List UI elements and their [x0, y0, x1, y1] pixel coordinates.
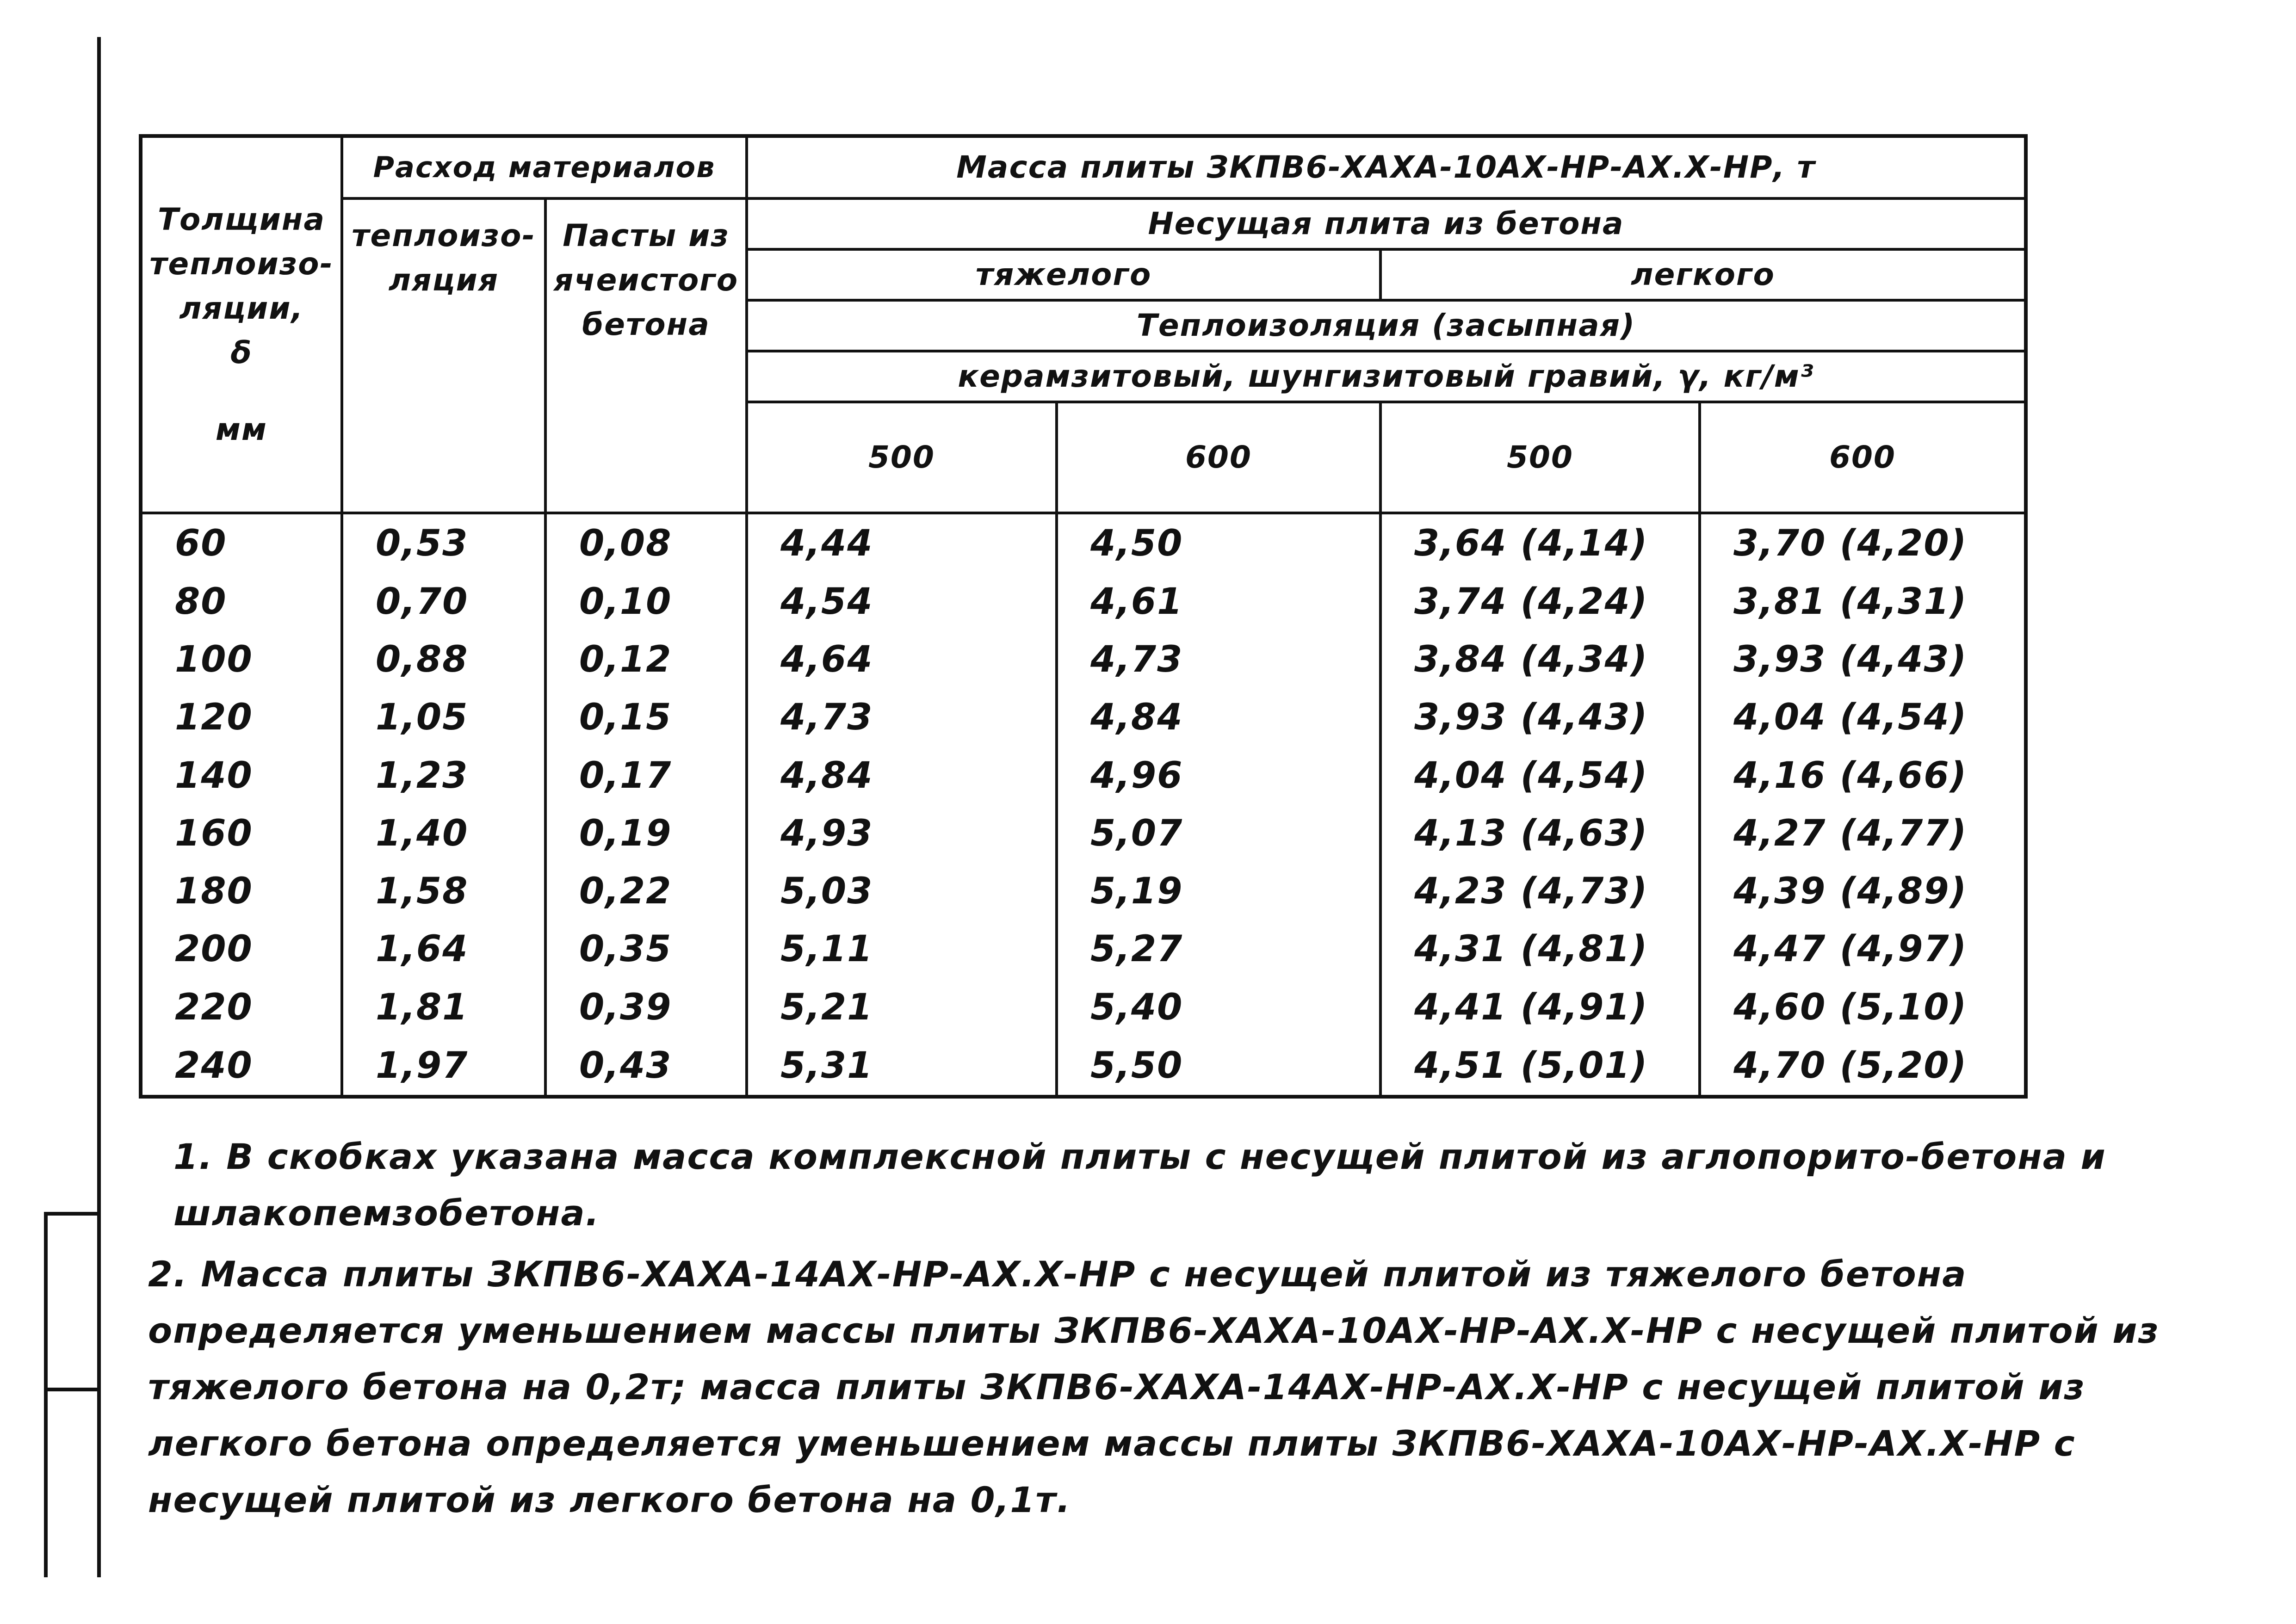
cell-light-500: 4,51 (5,01): [1380, 1036, 1700, 1097]
cell-heavy-500: 5,21: [747, 978, 1057, 1036]
cell-insulation: 1,58: [342, 862, 545, 920]
cell-heavy-500: 5,31: [747, 1036, 1057, 1097]
note-2: 2. Масса плиты ЗКПВ6-ХАХА-14АХ-НР-АХ.Х-НР с несущей плитой из тяжелого бетона определяется уменьшением массы плиты ЗКПВ6-ХАХА-10АХ-НР-АХ.Х-НР с несущей плитой из тяжелого бетона на 0,2т; масса плиты ЗКПВ6-ХАХА-14АХ-НР-АХ.Х-НР с несущей плитой из легкого бетона определяется уменьшением массы плиты ЗКПВ6-ХАХА-10АХ-НР-АХ.Х-НР с несущей плитой из легкого бетона на 0,1т.: [148, 1254, 2160, 1520]
header-consumption: Расход материалов: [342, 136, 747, 198]
cell-cushion: 0,08: [545, 513, 747, 573]
cell-thickness: 180: [141, 862, 342, 920]
header-gravel: керамзитовый, шунгизитовый гравий, γ, кг/м³: [747, 351, 2026, 402]
cell-light-500: 4,13 (4,63): [1380, 804, 1700, 862]
table-row: [141, 920, 2026, 978]
notes: [148, 1129, 2207, 1528]
header-mass: Масса плиты ЗКПВ6-ХАХА-10АХ-НР-АХ.Х-НР, т: [747, 136, 2026, 198]
cell-heavy-600: 4,84: [1057, 689, 1380, 747]
cell-cushion: 0,12: [545, 631, 747, 689]
cell-thickness: 200: [141, 920, 342, 978]
frame-stamp-top: [44, 1212, 99, 1216]
header-cushion-line1: Пасты из: [563, 218, 730, 253]
cell-light-600: 4,47 (4,97): [1700, 920, 2026, 978]
cell-light-600: 3,93 (4,43): [1700, 631, 2026, 689]
header-thickness-unit: мм: [216, 412, 267, 447]
cell-heavy-600: 4,96: [1057, 747, 1380, 804]
cell-insulation: 0,53: [342, 513, 545, 573]
cell-heavy-500: 4,84: [747, 747, 1057, 804]
cell-heavy-600: 5,19: [1057, 862, 1380, 920]
cell-heavy-500: 4,44: [747, 513, 1057, 573]
cell-light-600: 4,16 (4,66): [1700, 747, 2026, 804]
cell-thickness: 80: [141, 573, 342, 630]
header-cushion-line3: бетона: [582, 307, 710, 342]
cell-cushion: 0,15: [545, 689, 747, 747]
table-row: [141, 747, 2026, 804]
cell-thickness: 100: [141, 631, 342, 689]
cell-insulation: 1,97: [342, 1036, 545, 1097]
cell-insulation: 1,64: [342, 920, 545, 978]
cell-thickness: 240: [141, 1036, 342, 1097]
header-light: легкого: [1380, 249, 2026, 300]
cell-cushion: 0,22: [545, 862, 747, 920]
header-insulation: [342, 198, 545, 513]
cell-cushion: 0,35: [545, 920, 747, 978]
cell-light-600: 3,70 (4,20): [1700, 513, 2026, 573]
table-row: [141, 513, 2026, 573]
cell-light-600: 4,70 (5,20): [1700, 1036, 2026, 1097]
frame-left-line: [97, 37, 101, 1577]
table-row: [141, 573, 2026, 630]
cell-heavy-500: 4,73: [747, 689, 1057, 747]
cell-heavy-600: 4,61: [1057, 573, 1380, 630]
cell-heavy-600: 5,40: [1057, 978, 1380, 1036]
cell-insulation: 1,23: [342, 747, 545, 804]
header-cushion: [545, 198, 747, 513]
cell-heavy-500: 5,03: [747, 862, 1057, 920]
cell-heavy-500: 4,93: [747, 804, 1057, 862]
header-density-heavy-600: 600: [1057, 402, 1380, 513]
cell-insulation: 0,70: [342, 573, 545, 630]
cell-light-500: 3,64 (4,14): [1380, 513, 1700, 573]
header-density-light-500: 500: [1380, 402, 1700, 513]
cell-cushion: 0,19: [545, 804, 747, 862]
note-1: 1. В скобках указана масса комплексной плиты с несущей плитой из аглопорито-бетона и шлакопемзобетона.: [173, 1136, 2106, 1234]
cell-cushion: 0,10: [545, 573, 747, 630]
header-thickness-line2: теплоизо-: [149, 246, 334, 282]
cell-light-500: 4,31 (4,81): [1380, 920, 1700, 978]
cell-heavy-600: 4,50: [1057, 513, 1380, 573]
table-row: [141, 631, 2026, 689]
cell-insulation: 1,40: [342, 804, 545, 862]
table-row: [141, 978, 2026, 1036]
cell-light-500: 3,74 (4,24): [1380, 573, 1700, 630]
frame-stamp-mid: [44, 1388, 99, 1391]
cell-light-500: 4,23 (4,73): [1380, 862, 1700, 920]
header-insulation-line2: ляция: [388, 262, 499, 298]
cell-heavy-500: 5,11: [747, 920, 1057, 978]
cell-light-600: 3,81 (4,31): [1700, 573, 2026, 630]
table-row: [141, 862, 2026, 920]
cell-heavy-600: 4,73: [1057, 631, 1380, 689]
cell-heavy-600: 5,07: [1057, 804, 1380, 862]
cell-light-500: 4,04 (4,54): [1380, 747, 1700, 804]
table-row: [141, 689, 2026, 747]
cell-insulation: 1,81: [342, 978, 545, 1036]
cell-thickness: 160: [141, 804, 342, 862]
header-insulation-line1: теплоизо-: [352, 218, 536, 253]
cell-insulation: 1,05: [342, 689, 545, 747]
cell-light-500: 3,93 (4,43): [1380, 689, 1700, 747]
header-thickness-line3: ляции,: [179, 290, 304, 326]
cell-light-600: 4,27 (4,77): [1700, 804, 2026, 862]
table-body: [141, 513, 2026, 1097]
cell-heavy-600: 5,27: [1057, 920, 1380, 978]
header-density-heavy-500: 500: [747, 402, 1057, 513]
cell-thickness: 60: [141, 513, 342, 573]
cell-heavy-500: 4,54: [747, 573, 1057, 630]
cell-light-600: 4,04 (4,54): [1700, 689, 2026, 747]
cell-cushion: 0,39: [545, 978, 747, 1036]
cell-insulation: 0,88: [342, 631, 545, 689]
table-row: [141, 1036, 2026, 1097]
cell-thickness: 220: [141, 978, 342, 1036]
header-thickness-line1: Толщина: [157, 202, 326, 237]
header-filling: Теплоизоляция (засыпная): [747, 300, 2026, 351]
mass-table: [139, 134, 2028, 1099]
cell-thickness: 140: [141, 747, 342, 804]
cell-light-600: 4,39 (4,89): [1700, 862, 2026, 920]
cell-cushion: 0,17: [545, 747, 747, 804]
header-density-light-600: 600: [1700, 402, 2026, 513]
header-cushion-line2: ячеистого: [553, 262, 739, 298]
cell-light-600: 4,60 (5,10): [1700, 978, 2026, 1036]
header-heavy: тяжелого: [747, 249, 1380, 300]
cell-thickness: 120: [141, 689, 342, 747]
frame-stamp-line: [44, 1212, 48, 1577]
table-row: [141, 804, 2026, 862]
cell-light-500: 4,41 (4,91): [1380, 978, 1700, 1036]
header-bearing: Несущая плита из бетона: [747, 198, 2026, 249]
header-thickness-symbol: δ: [230, 335, 253, 370]
cell-heavy-600: 5,50: [1057, 1036, 1380, 1097]
cell-cushion: 0,43: [545, 1036, 747, 1097]
header-thickness: [141, 136, 342, 513]
cell-light-500: 3,84 (4,34): [1380, 631, 1700, 689]
cell-heavy-500: 4,64: [747, 631, 1057, 689]
